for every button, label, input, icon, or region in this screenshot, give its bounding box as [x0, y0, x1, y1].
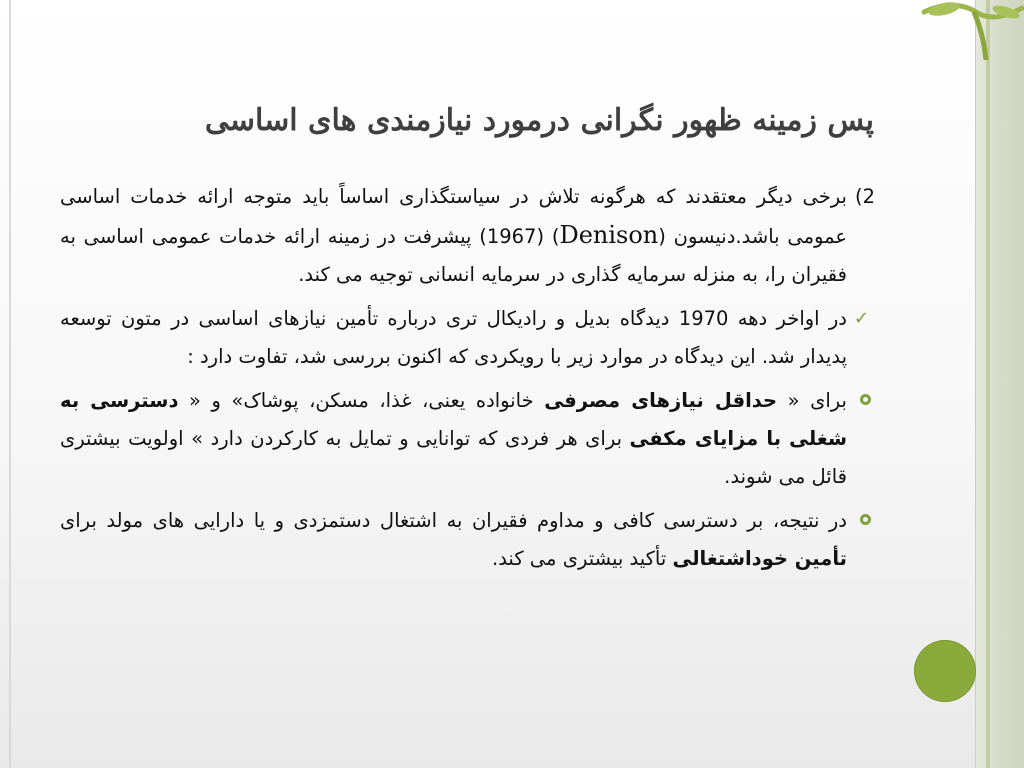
- bold-text: دسترسی به شغلی با مزایای مکفی: [60, 389, 848, 450]
- paragraph-bullet: [60, 502, 875, 578]
- text-segment: برای «: [777, 389, 847, 412]
- paragraph-bullet: [60, 382, 875, 496]
- text-segment: تأکید بیشتری می کند.: [492, 547, 673, 570]
- paragraph-text: در اواخر دهه 1970 دیدگاه بدیل و رادیکال تری درباره تأمین نیازهای اساسی در متون توسعه پدیدار شد. این دیدگاه در موارد زیر با رویکردی که اکنون بررسی شد، تفاوت دارد :: [60, 307, 847, 368]
- paragraph-text: ) (1967) پیشرفت در زمینه ارائه خدمات عمومی اساسی به فقیران را، به منزله سرمایه گذاری در سرمایه انسانی توجیه می کند.: [60, 225, 847, 286]
- slide-content: [60, 178, 875, 584]
- text-segment: برای هر فردی که توانایی و تمایل به کارکردن دارد » اولویت بیشتری قائل می شوند.: [60, 427, 847, 488]
- latin-name: Denison: [559, 221, 659, 249]
- paragraph-check: [60, 300, 875, 376]
- text-segment: در نتیجه، بر دسترسی کافی و مداوم فقیران به اشتغال دستمزدی و یا دارایی های مولد برای: [60, 509, 847, 532]
- bold-text: حداقل نیازهای مصرفی: [544, 389, 778, 412]
- vine-leaf-icon: [914, 0, 1024, 60]
- paragraph-text: برخی دیگر معتقدند که هرگونه تلاش در سیاستگذاری اساساً باید متوجه ارائه خدمات اساسی عمومی باشد.دنیسون (: [60, 185, 847, 248]
- bold-text: تأمین خوداشتغالی: [672, 547, 847, 570]
- right-decorative-bar: [975, 0, 1024, 768]
- left-border-line: [9, 0, 11, 768]
- slide-title: پس زمینه ظهور نگرانی درمورد نیازمندی های اساسی: [204, 103, 874, 138]
- decorative-green-circle: [914, 640, 976, 702]
- ring-bullet-icon: [860, 394, 871, 405]
- text-segment: خانواده یعنی، غذا، مسکن، پوشاک» و «: [178, 389, 545, 412]
- ring-bullet-icon: [860, 514, 871, 525]
- paragraph-numbered: [60, 178, 875, 294]
- paragraph-number: 2): [854, 185, 875, 208]
- checkmark-icon: ✓: [853, 308, 869, 329]
